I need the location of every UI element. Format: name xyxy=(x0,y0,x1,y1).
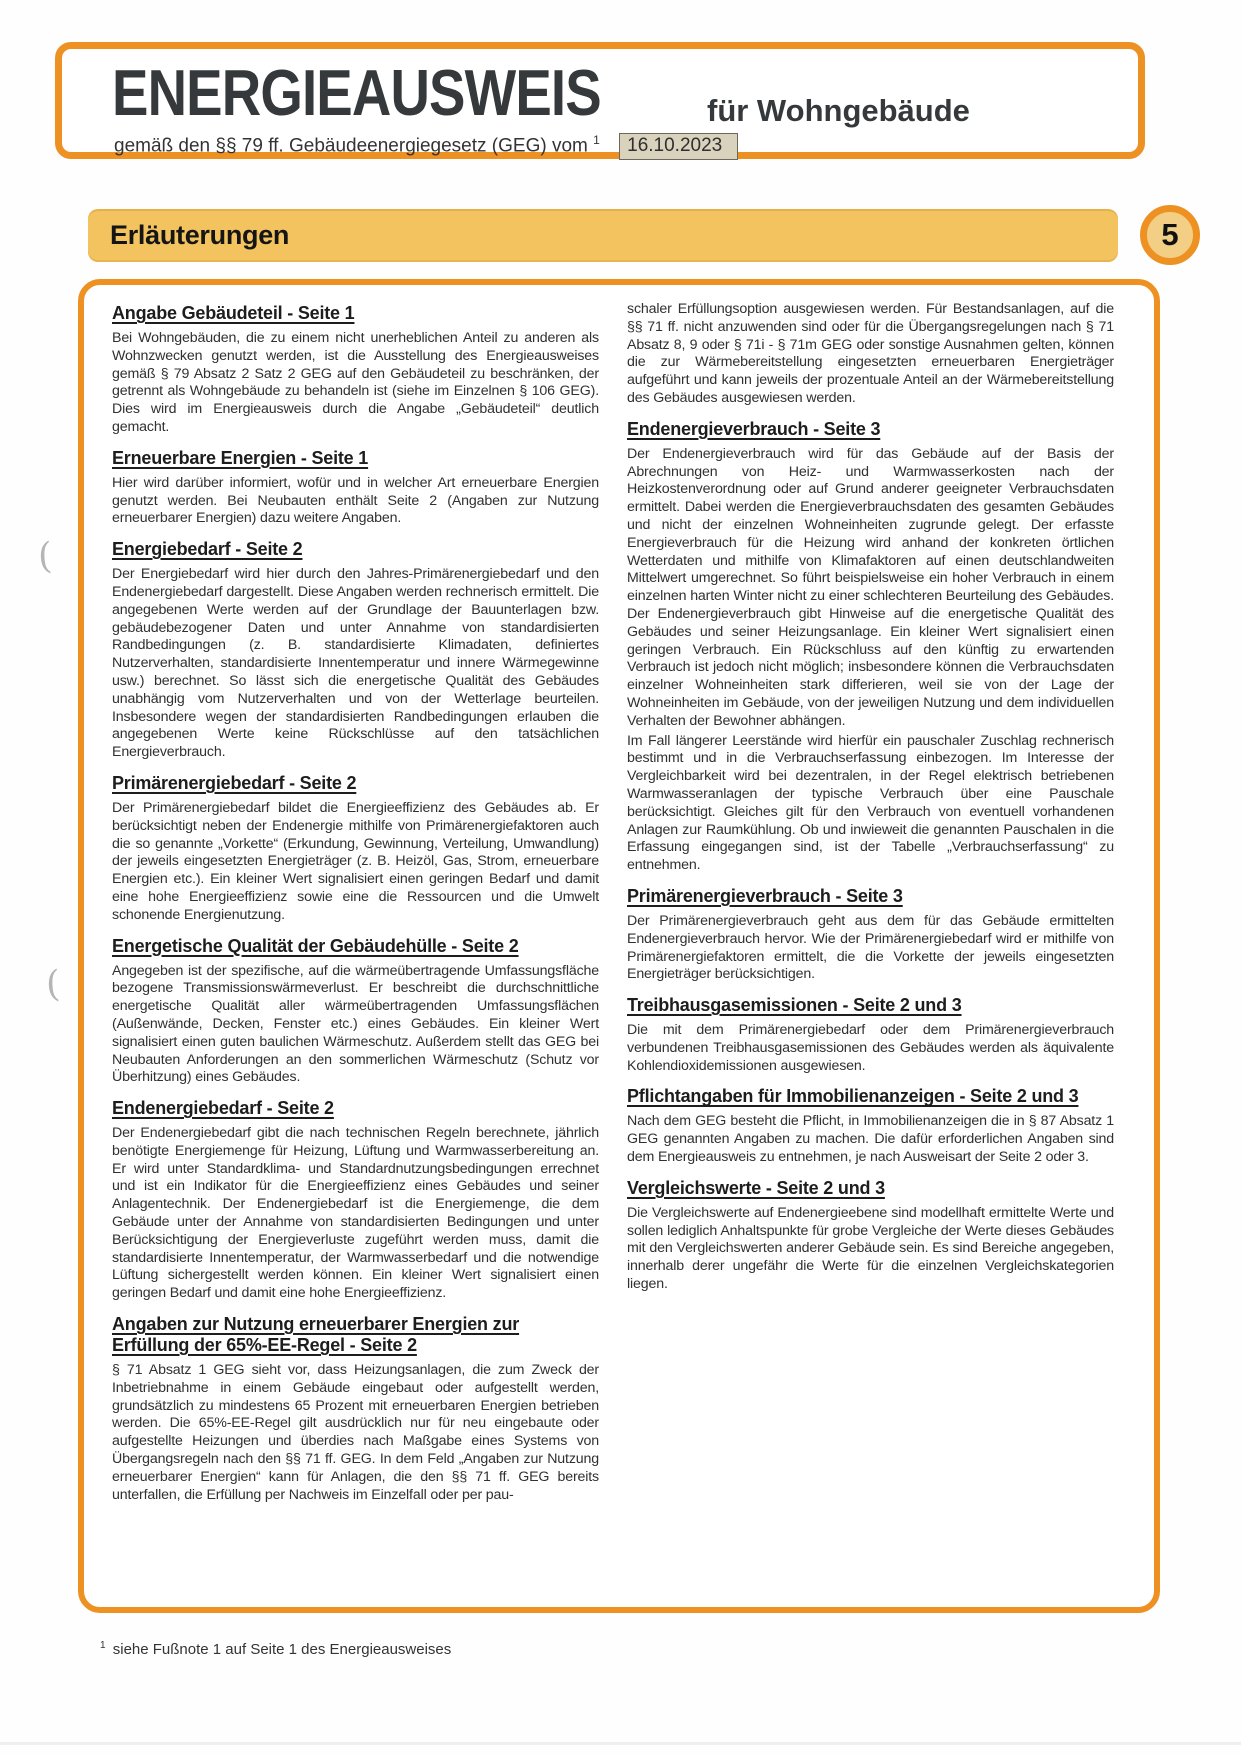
page-title: ENERGIEAUSWEIS xyxy=(112,56,601,129)
section-paragraph: Nach dem GEG besteht die Pflicht, in Immobilienanzeigen die in § 87 Absatz 1 GEG genannten Angaben zu machen. Die dafür erforderlichen Angaben sind dem Energieausweis zu entnehmen, je nach Ausweisart der Seite 2 oder 3. xyxy=(627,1113,1114,1166)
section-paragraph: Der Primärenergiebedarf bildet die Energieeffizienz des Gebäudes ab. Er berücksichtigt neben der Endenergie mithilfe von Primärenergiefaktoren auch die so genannte „Vorkette“ (Erkundung, Gewinnung, Verteilung, Umwandlung) der jeweils eingesetzten Energieträger (z. B. Heizöl, Gas, Strom, erneuerbare Energien etc.). Ein kleiner Wert signalisiert einen geringen Bedarf und damit eine hohe Energieeffizienz sowie eine die Ressourcen und die Umwelt schonende Energienutzung. xyxy=(112,799,599,923)
section-heading-left-0: Angabe Gebäudeteil - Seite 1 xyxy=(112,303,355,323)
scan-artifact-paren-top: ( xyxy=(36,535,54,578)
section-title-bar xyxy=(88,209,1118,262)
section-paragraph: Der Primärenergieverbrauch geht aus dem für das Gebäude ermittelten Endenergieverbrauch hervor. Wie der Primärenergiebedarf wird er mithilfe von Primärenergiefaktoren ermittelt, die die Vorkette der jeweils eingesetzten Energieträger berücksichtigen. xyxy=(627,912,1114,983)
section-paragraph: § 71 Absatz 1 GEG sieht vor, dass Heizungsanlagen, die zum Zweck der Inbetriebnahme in einem Gebäude eingebaut oder aufgestellt werden, grundsätzlich zu mindestens 65 Prozent mit erneuerbaren Energien betrieben werden. Die 65%-EE-Regel gilt ausdrücklich nur für neu eingebaute oder aufgestellte Heizungen und überdies nach Maßgabe eines Systems von Übergangsregeln nach den §§ 71 ff. GEG. In dem Feld „Angaben zur Nutzung erneuerbarer Energien“ kann für Anlagen, die den §§ 71 ff. GEG bereits unterfallen, die Erfüllung per Nachweis im Einzelfall oder per pau- xyxy=(112,1362,599,1503)
section-paragraph: Hier wird darüber informiert, wofür und in welcher Art erneuerbare Energien genutzt werden. Bei Neubauten enthält Seite 2 (Angaben zur Nutzung erneuerbarer Energien) dazu weitere Angaben. xyxy=(112,474,599,527)
section-heading-right-2: Primärenergieverbrauch - Seite 3 xyxy=(627,885,903,906)
section-heading-right-5: Vergleichswerte - Seite 2 und 3 xyxy=(627,1177,885,1198)
scan-artifact-paren-bottom: ( xyxy=(44,963,62,1006)
section-heading-right-1: Endenergieverbrauch - Seite 3 xyxy=(627,418,881,439)
scan-artifact-bottom-edge xyxy=(0,1742,1241,1745)
section-title: Erläuterungen xyxy=(110,220,290,250)
page-footnote xyxy=(100,1640,451,1658)
section-heading-left-3: Primärenergiebedarf - Seite 2 xyxy=(112,772,357,793)
section-paragraph: Der Endenergieverbrauch wird für das Gebäude auf der Basis der Abrechnungen von Heiz- und Warmwasserkosten nach der Heizkostenverordnung oder auf Grund anderer geeigneter Verbrauchsdaten ermittelt. Dabei werden die Energieverbrauchsdaten des gesamten Gebäudes und nicht der einzelnen Wohneinheiten zugrunde gelegt. Der erfasste Energieverbrauch für die Heizung wird anhand der konkreten örtlichen Wetterdaten und mithilfe von Klimafaktoren auf einen deutschlandweiten Mittelwert umgerechnet. So führt beispielsweise ein hoher Verbrauch in einem einzelnen harten Winter nicht zu einer schlechteren Beurteilung des Gebäudes. Der Endenergieverbrauch gibt Hinweise auf die energetische Qualität des Gebäudes und seiner Heizungsanlage. Ein kleiner Wert signalisiert einen geringen Verbrauch. Ein Rückschluss auf den künftig zu erwartenden Verbrauch ist jedoch nicht möglich; insbesondere können die Verbrauchsdaten einzelner Wohneinheiten stark differieren, weil sie von der Lage der Wohneinheiten im Gebäude, von der jeweiligen Nutzung und dem individuellen Verhalten der Bewohner abhängen. xyxy=(627,445,1114,729)
law-reference-line xyxy=(114,133,738,160)
document-header-box xyxy=(55,42,1145,159)
section-paragraph: Der Energiebedarf wird hier durch den Jahres-Primärenergiebedarf und den Endenergiebedarf dargestellt. Diese Angaben werden rechnerisch ermittelt. Die angegebenen Werte werden auf der Grundlage der Bauunterlagen bzw. gebäudebezogener Daten und unter Annahme von standardisierten Randbedingungen (z. B. standardisierte Klimadaten, definiertes Nutzerverhalten, standardisierte Innentemperatur und innere Wärmegewinne usw.) berechnet. So lässt sich die energetische Qualität des Gebäudes unabhängig vom Nutzerverhalten und von der Wetterlage beurteilen. Insbesondere wegen der standardisierten Randbedingungen erlauben die angegebenen Werte keine Rückschlüsse auf den tatsächlichen Energieverbrauch. xyxy=(112,566,599,761)
issue-date-value: 16.10.2023 xyxy=(619,133,738,160)
right-column xyxy=(627,301,1114,1607)
section-heading-right-3: Treibhausgasemissionen - Seite 2 und 3 xyxy=(627,995,962,1016)
footnote-marker-header: 1 xyxy=(593,133,600,147)
law-reference-text: gemäß den §§ 79 ff. Gebäudeenergiegesetz (GEG) vom xyxy=(114,135,588,157)
page-title-suffix: für Wohngebäude xyxy=(707,93,970,128)
section-paragraph: Der Endenergiebedarf gibt die nach technischen Regeln berechnete, jährlich benötigte Energiemenge für Heizung, Lüftung und Warmwasserbereitung an. Er wird unter Standardklima- und Standardnutzungsbedingungen errechnet und ist ein Indikator für die Energieeffizienz eines Gebäudes und seiner Anlagentechnik. Der Endenergiebedarf ist die Energiemenge, die dem Gebäude unter der Annahme von standardisierten Bedingungen und unter Berücksichtigung der Energieverluste zugeführt werden muss, damit die standardisierte Innentemperatur, der Warmwasserbedarf und die notwendige Lüftung sichergestellt werden können. Ein kleiner Wert signalisiert einen geringen Bedarf und damit eine hohe Energieeffizienz. xyxy=(112,1125,599,1302)
section-paragraph: schaler Erfüllungsoption ausgewiesen werden. Für Bestandsanlagen, auf die §§ 71 ff. nicht anzuwenden sind oder für die Übergangsregelungen nach § 71 Absatz 8, 9 oder § 71i - § 71m GEG oder sonstige Ausnahmen gelten, können die zur Wärmebereitstellung eingesetzten erneuerbaren Energieträger aufgeführt und kann jeweils der prozentuale Anteil an der Wärmebereitstellung des Gebäudes ausgewiesen werden. xyxy=(627,301,1114,406)
footnote-text: siehe Fußnote 1 auf Seite 1 des Energieausweises xyxy=(112,1641,452,1658)
section-paragraph: Die mit dem Primärenergiebedarf oder dem Primärenergieverbrauch verbundenen Treibhausgasemissionen des Gebäudes werden als äquivalente Kohlendioxidemissionen ausgewiesen. xyxy=(627,1022,1114,1074)
section-paragraph: Bei Wohngebäuden, die zu einem nicht unerheblichen Anteil zu anderen als Wohnzwecken genutzt werden, ist die Ausstellung des Energieausweises gemäß § 79 Absatz 2 Satz 2 GEG auf den Gebäudeteil zu beschränken, der getrennt als Wohngebäude zu behandeln ist (siehe im Einzelnen § 106 GEG). Dies wird im Energieausweis durch die Angabe „Gebäudeteil“ deutlich gemacht. xyxy=(112,330,599,435)
section-paragraph: Angegeben ist der spezifische, auf die wärmeübertragende Umfassungsfläche bezogene Transmissionswärmeverlust. Er beschreibt die durchschnittliche energetische Qualität aller wärmeübertragenden Umfassungsflächen (Außenwände, Decken, Fenster etc.) eines Gebäudes. Ein kleiner Wert signalisiert einen guten baulichen Wärmeschutz. Außerdem stellt das GEG bei Neubauten Anforderungen an den sommerlichen Wärmeschutz (Schutz vor Überhitzung) eines Gebäudes. xyxy=(112,962,599,1086)
section-heading-left-1: Erneuerbare Energien - Seite 1 xyxy=(112,447,369,468)
explanations-content-box xyxy=(78,279,1160,1613)
page-number: 5 xyxy=(1161,217,1179,252)
footnote-marker-bottom: 1 xyxy=(100,1640,106,1651)
left-column xyxy=(112,301,599,1607)
section-heading-left-2: Energiebedarf - Seite 2 xyxy=(112,539,303,560)
page-number-badge xyxy=(1140,205,1200,265)
section-heading-left-4: Energetische Qualität der Gebäudehülle - Seite 2 xyxy=(112,935,519,956)
section-heading-right-4: Pflichtangaben für Immobilienanzeigen - Seite 2 und 3 xyxy=(627,1086,1079,1107)
section-paragraph: Im Fall längerer Leerstände wird hierfür ein pauschaler Zuschlag rechnerisch bestimmt und in die Verbrauchserfassung einbezogen. Im Interesse der Vergleichbarkeit wird bei dezentralen, in der Regel elektrisch betriebenen Warmwasseranlagen der typische Verbrauch über eine Pauschale berücksichtigt. Gleiches gilt für den Verbrauch von eventuell vorhandenen Anlagen zur Raumkühlung. Ob und inwieweit die genannten Pauschalen in die Erfassung eingegangen sind, ist der Tabelle „Verbrauchserfassung“ zu entnehmen. xyxy=(627,732,1114,874)
section-heading-left-6: Angaben zur Nutzung erneuerbarer Energien zur Erfüllung der 65%-EE-Regel - Seite 2 xyxy=(112,1314,520,1356)
section-paragraph: Die Vergleichswerte auf Endenergieebene sind modellhaft ermittelte Werte und sollen lediglich Anhaltspunkte für grobe Vergleiche der Werte dieses Gebäudes mit den Vergleichswerten anderer Gebäude sein. Es sind Bereiche angegeben, innerhalb derer ungefähr die Werte für die einzelnen Vergleichskategorien liegen. xyxy=(627,1204,1114,1293)
section-heading-left-5: Endenergiebedarf - Seite 2 xyxy=(112,1098,334,1119)
